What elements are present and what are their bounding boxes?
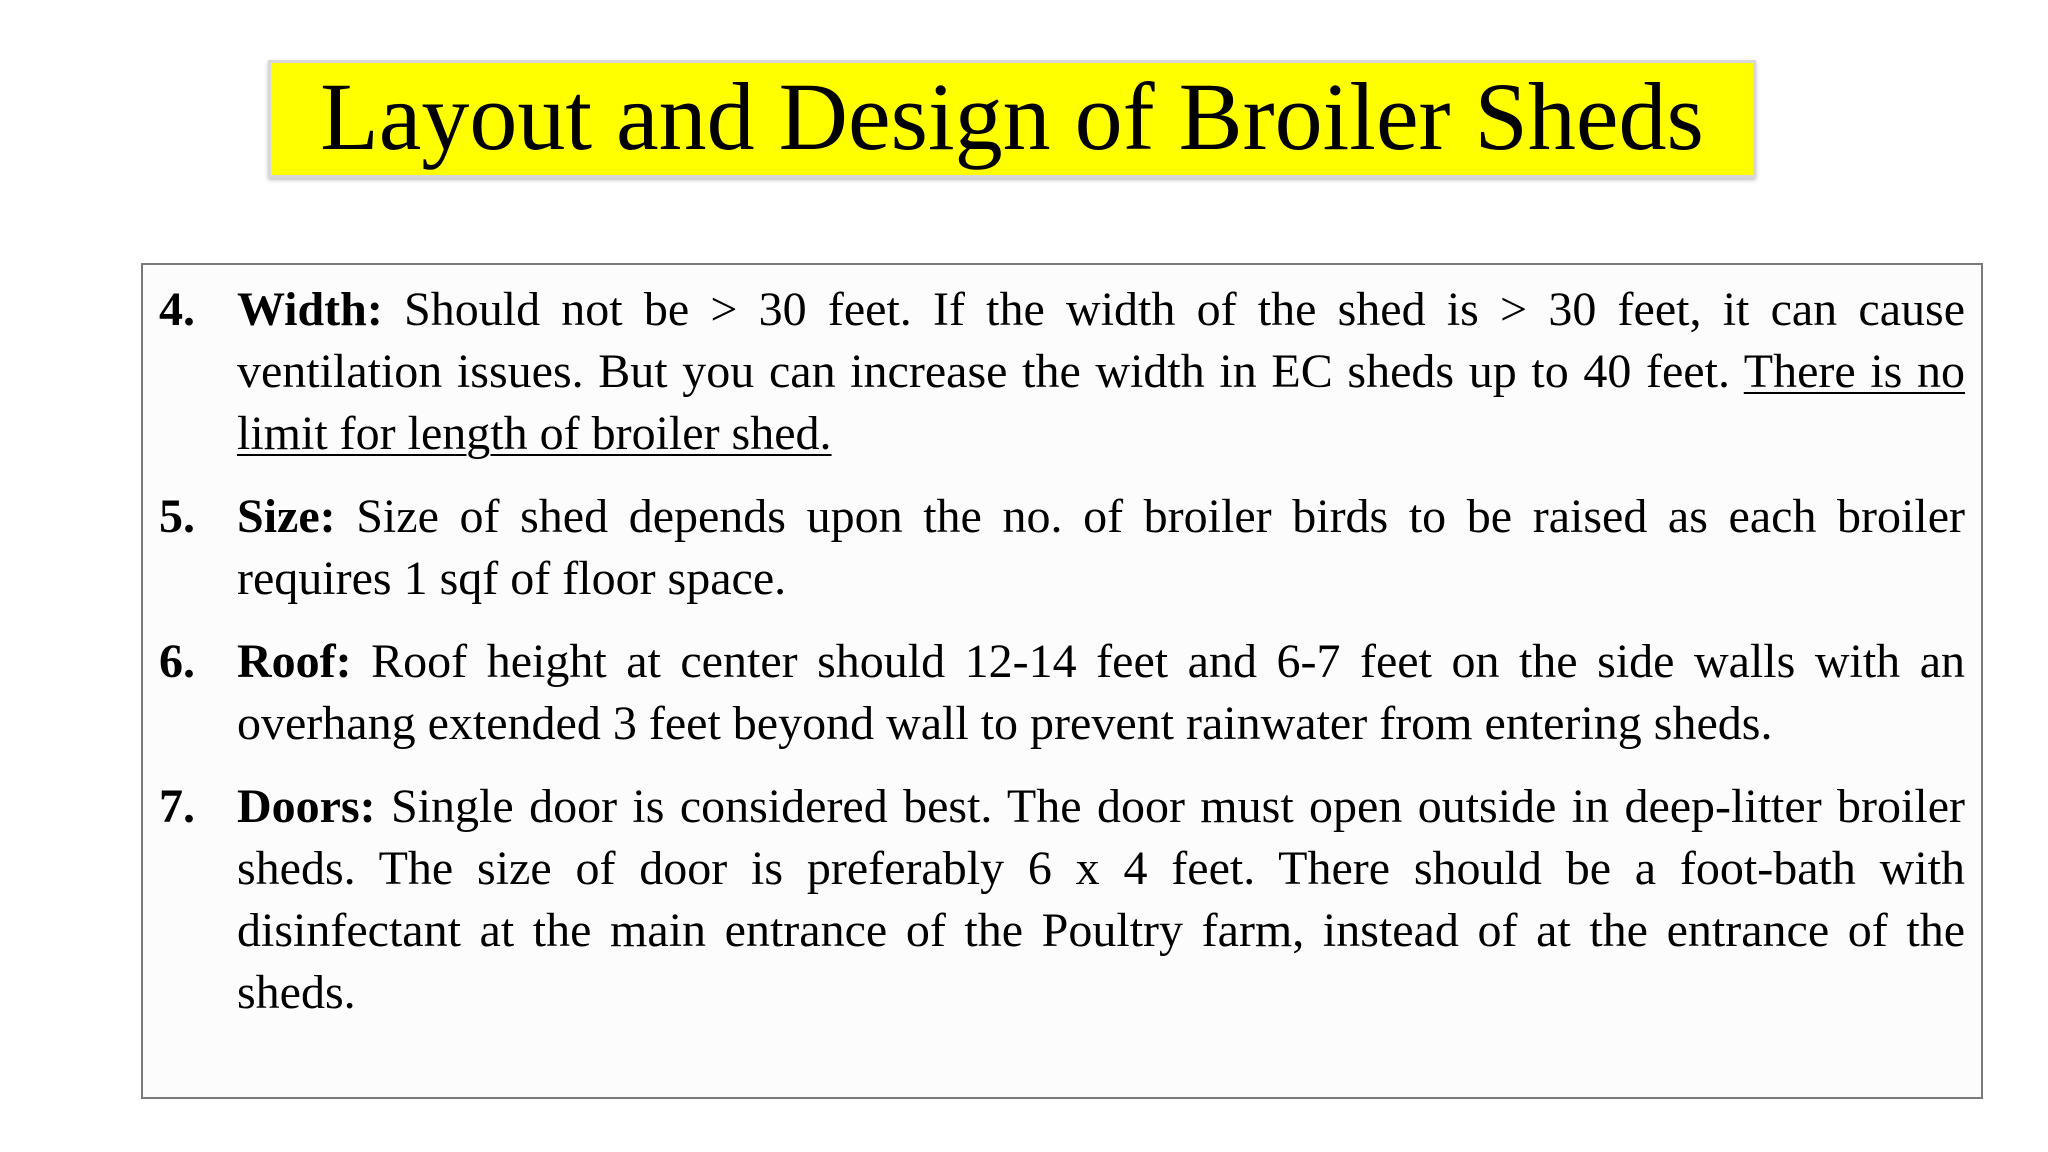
item-number: 5. — [159, 490, 195, 543]
item-text — [237, 279, 1965, 465]
slide-title: Layout and Design of Broiler Sheds — [320, 63, 1704, 170]
item-number: 4. — [159, 283, 195, 336]
list-item-roof — [159, 631, 1965, 755]
list-item-size — [159, 486, 1965, 610]
content-box — [141, 263, 1983, 1099]
item-list — [159, 279, 1965, 1045]
item-body: Should not be > 30 feet. If the width of the shed is > 30 feet, it can cause ventilation issues. But you can increase the width in EC sheds up to 40 feet. — [237, 283, 1965, 398]
slide-title-banner — [268, 60, 1756, 178]
item-text — [237, 486, 1965, 610]
item-label: Doors: — [237, 780, 376, 833]
item-label: Width: — [237, 283, 383, 336]
item-text — [237, 631, 1965, 755]
item-text — [237, 776, 1965, 1024]
list-item-doors — [159, 776, 1965, 1024]
item-label: Size: — [237, 490, 336, 543]
item-body: Size of shed depends upon the no. of broiler birds to be raised as each broiler requires 1 sqf of floor space. — [237, 490, 1965, 605]
item-underlined-note: There is no limit for length of broiler shed. — [237, 345, 1965, 460]
list-item-width — [159, 279, 1965, 465]
item-number: 6. — [159, 635, 195, 688]
item-label: Roof: — [237, 635, 352, 688]
item-body: Single door is considered best. The door must open outside in deep-litter broiler sheds. The size of door is preferably 6 x 4 feet. There should be a foot-bath with disinfectant at the main entrance of the Poultry farm, instead of at the entrance of the sheds. — [237, 780, 1965, 1019]
item-number: 7. — [159, 780, 195, 833]
item-body: Roof height at center should 12-14 feet and 6-7 feet on the side walls with an overhang extended 3 feet beyond wall to prevent rainwater from entering sheds. — [237, 635, 1965, 750]
